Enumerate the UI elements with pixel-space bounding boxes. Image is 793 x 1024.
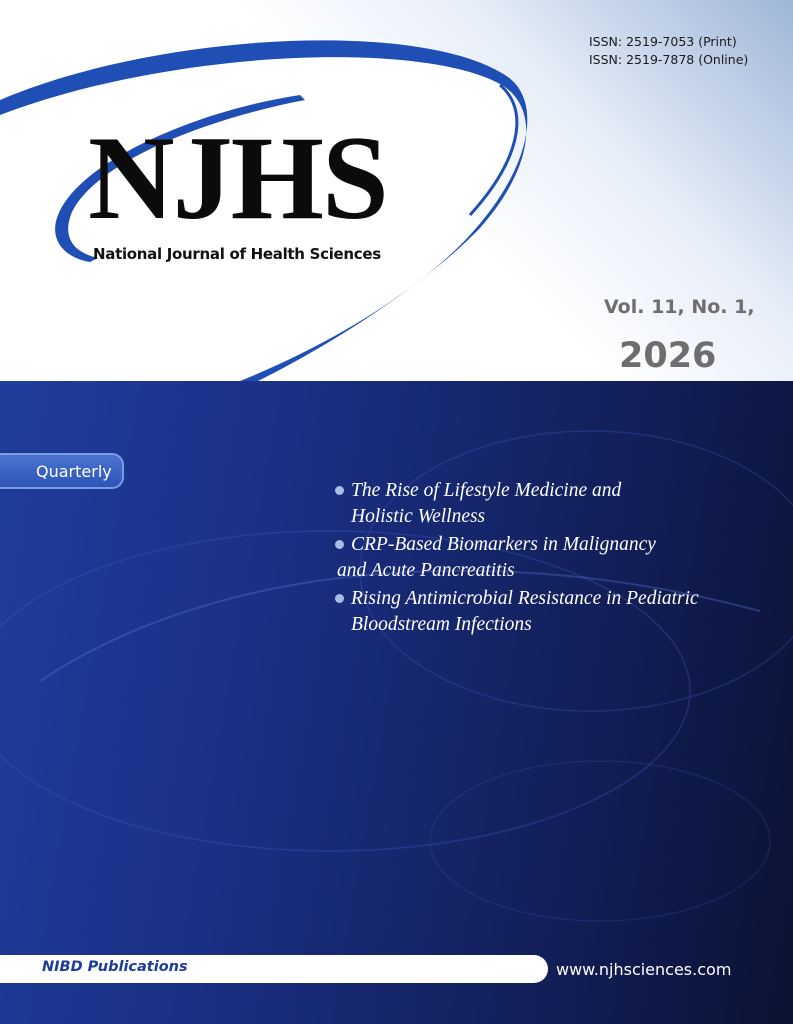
topic-line: Rising Antimicrobial Resistance in Pediatric — [351, 588, 699, 609]
topic-item — [333, 478, 773, 530]
frequency-label: Quarterly — [36, 462, 112, 481]
bullet-dot-icon — [335, 486, 344, 495]
issn-online: ISSN: 2519-7878 (Online) — [589, 52, 749, 67]
issue-year: 2026 — [619, 336, 717, 376]
frequency-badge — [0, 453, 124, 489]
journal-logo-acronym: NJHS — [88, 111, 387, 244]
orbit-ring-lower — [430, 761, 770, 921]
topic-item — [333, 532, 773, 584]
topic-line: CRP-Based Biomarkers in Malignancy — [351, 534, 656, 555]
bullet-dot-icon — [335, 594, 344, 603]
topic-line: Bloodstream Infections — [351, 614, 532, 635]
issn-print: ISSN: 2519-7053 (Print) — [589, 34, 737, 49]
topic-line: and Acute Pancreatitis — [337, 560, 515, 581]
publisher-bar — [0, 955, 548, 983]
publisher-name: NIBD Publications — [42, 959, 188, 975]
featured-topics-list — [333, 478, 773, 640]
website-link[interactable]: www.njhsciences.com — [556, 960, 732, 979]
topic-line: Holistic Wellness — [351, 506, 486, 527]
topic-line: The Rise of Lifestyle Medicine and — [351, 480, 622, 501]
journal-full-name: National Journal of Health Sciences — [93, 245, 381, 263]
volume-number: Vol. 11, No. 1, — [604, 296, 755, 318]
topic-item — [333, 586, 773, 638]
bullet-dot-icon — [335, 540, 344, 549]
